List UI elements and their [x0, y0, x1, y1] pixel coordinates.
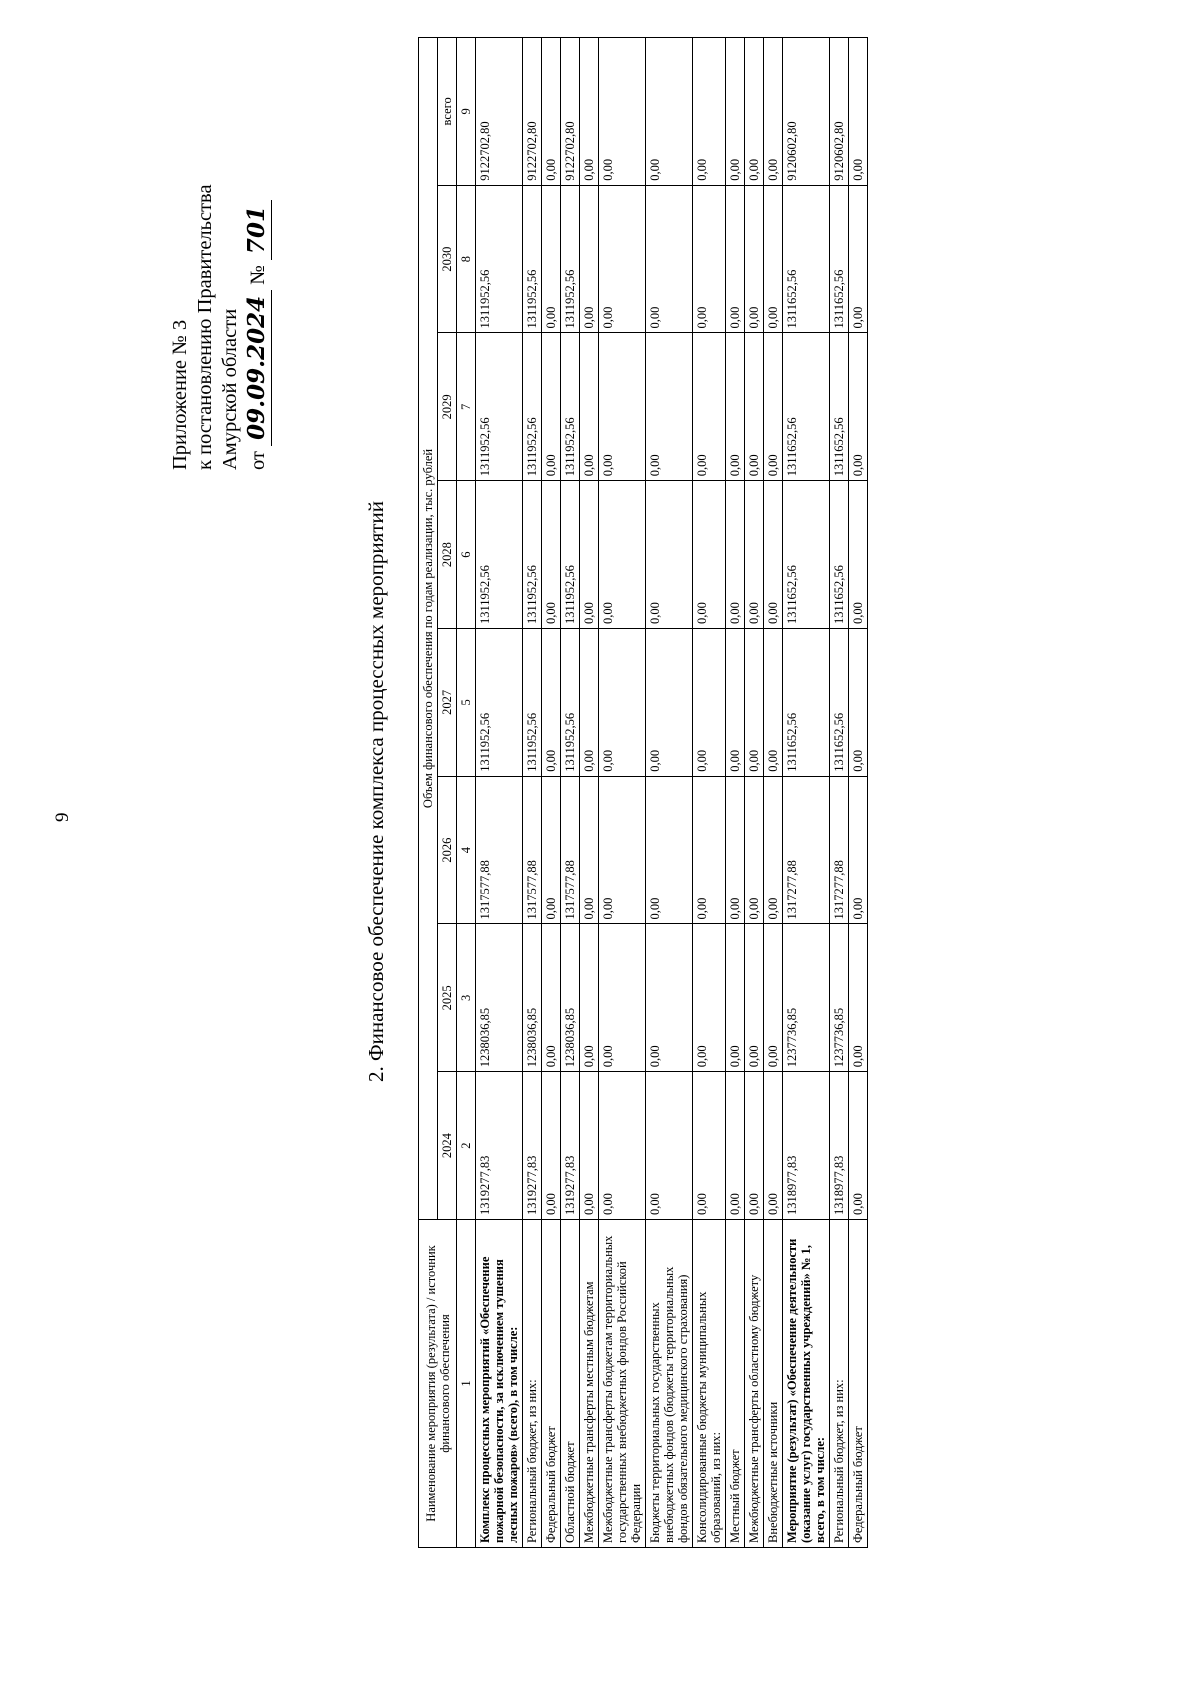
- row-name-cell: Внебюджетные источники: [764, 1220, 783, 1548]
- year-header-cell: 2029: [438, 333, 457, 481]
- column-number-row: [457, 37, 476, 1547]
- table-row: [542, 37, 561, 1547]
- value-cell: 0,00: [693, 1072, 726, 1220]
- value-cell: 1319277,83: [476, 1072, 523, 1220]
- column-number-cell: 8: [457, 185, 476, 333]
- value-cell: 0,00: [542, 185, 561, 333]
- value-cell: 0,00: [726, 629, 745, 777]
- value-cell: 1311952,56: [561, 333, 580, 481]
- finance-table-body: [476, 37, 868, 1547]
- value-cell: 0,00: [764, 185, 783, 333]
- from-label: от: [247, 451, 269, 470]
- value-cell: 1311652,56: [783, 185, 830, 333]
- value-cell: 1311952,56: [523, 629, 542, 777]
- value-cell: 1311952,56: [476, 333, 523, 481]
- table-row: [745, 37, 764, 1547]
- value-cell: 1311952,56: [523, 333, 542, 481]
- year-header-cell: всего: [438, 37, 457, 185]
- value-cell: 0,00: [849, 481, 868, 629]
- appendix-region-line: Амурской области: [219, 308, 241, 470]
- value-cell: 9120602,80: [783, 37, 830, 185]
- value-cell: 0,00: [580, 776, 599, 924]
- value-cell: 0,00: [580, 481, 599, 629]
- table-row: [764, 37, 783, 1547]
- value-cell: 0,00: [646, 776, 693, 924]
- value-cell: 1317577,88: [523, 776, 542, 924]
- value-cell: 1311652,56: [830, 185, 849, 333]
- row-name-cell: Комплекс процессных мероприятий «Обеспечение пожарной безопасности, за исключением тушения лесных пожаров» (всего), в том числе:: [476, 1220, 523, 1548]
- row-name-cell: Региональный бюджет, из них:: [830, 1220, 849, 1548]
- value-cell: 0,00: [764, 629, 783, 777]
- value-cell: 0,00: [764, 1072, 783, 1220]
- value-cell: 1317577,88: [561, 776, 580, 924]
- table-row: [830, 37, 849, 1547]
- value-cell: 1311652,56: [783, 629, 830, 777]
- value-cell: 0,00: [726, 1072, 745, 1220]
- value-cell: 0,00: [849, 924, 868, 1072]
- value-cell: 0,00: [849, 629, 868, 777]
- value-cell: 0,00: [726, 776, 745, 924]
- value-cell: 1311952,56: [476, 481, 523, 629]
- appendix-header: [168, 130, 272, 470]
- value-cell: 0,00: [745, 1072, 764, 1220]
- value-cell: 0,00: [599, 1072, 646, 1220]
- value-cell: 1238036,85: [561, 924, 580, 1072]
- table-row: [726, 37, 745, 1547]
- row-name-cell: Межбюджетные трансферты областному бюджету: [745, 1220, 764, 1548]
- column-number-cell: 1: [457, 1220, 476, 1548]
- value-cell: 1311952,56: [476, 629, 523, 777]
- year-header-cell: 2024: [438, 1072, 457, 1220]
- value-cell: 0,00: [599, 37, 646, 185]
- value-cell: 0,00: [580, 1072, 599, 1220]
- value-cell: 0,00: [693, 185, 726, 333]
- value-cell: 1238036,85: [523, 924, 542, 1072]
- year-header-cell: 2027: [438, 629, 457, 777]
- value-cell: 0,00: [745, 924, 764, 1072]
- handwritten-date: 09.09.2024: [243, 290, 272, 446]
- value-cell: 1311652,56: [830, 333, 849, 481]
- value-cell: 1311952,56: [561, 185, 580, 333]
- value-cell: 0,00: [646, 629, 693, 777]
- value-cell: 0,00: [599, 924, 646, 1072]
- row-name-cell: Местный бюджет: [726, 1220, 745, 1548]
- value-cell: 0,00: [745, 37, 764, 185]
- column-number-cell: 9: [457, 37, 476, 185]
- column-number-cell: 2: [457, 1072, 476, 1220]
- value-cell: 0,00: [764, 37, 783, 185]
- value-cell: 0,00: [580, 629, 599, 777]
- value-cell: 0,00: [726, 333, 745, 481]
- value-cell: 0,00: [693, 629, 726, 777]
- value-cell: 0,00: [764, 924, 783, 1072]
- value-cell: 0,00: [646, 333, 693, 481]
- value-cell: 0,00: [745, 629, 764, 777]
- value-cell: 0,00: [849, 333, 868, 481]
- value-cell: 0,00: [542, 629, 561, 777]
- value-cell: 0,00: [764, 333, 783, 481]
- value-cell: 0,00: [646, 185, 693, 333]
- year-header-cell: 2026: [438, 776, 457, 924]
- value-cell: 0,00: [764, 776, 783, 924]
- row-name-cell: Областной бюджет: [561, 1220, 580, 1548]
- value-cell: 0,00: [599, 481, 646, 629]
- value-cell: 1318977,83: [830, 1072, 849, 1220]
- value-cell: 0,00: [849, 1072, 868, 1220]
- value-cell: 0,00: [580, 185, 599, 333]
- value-cell: 0,00: [646, 924, 693, 1072]
- row-name-cell: Межбюджетные трансферты бюджетам территориальных государственных внебюджетных фондов Российской Федерации: [599, 1220, 646, 1548]
- row-name-cell: Мероприятие (результат) «Обеспечение деятельности (оказание услуг) государственных учреждений» № 1, всего, в том числе:: [783, 1220, 830, 1548]
- number-label: №: [247, 265, 269, 285]
- value-cell: 0,00: [726, 481, 745, 629]
- value-cell: 0,00: [542, 481, 561, 629]
- value-cell: 0,00: [726, 185, 745, 333]
- header-volume-cell: Объем финансового обеспечения по годам реализации, тыс. рублей: [419, 37, 438, 1219]
- value-cell: 1311652,56: [783, 333, 830, 481]
- value-cell: 0,00: [580, 924, 599, 1072]
- value-cell: 0,00: [646, 481, 693, 629]
- value-cell: 0,00: [580, 37, 599, 185]
- appendix-decree-line: к постановлению Правительства: [194, 184, 216, 470]
- table-row: [849, 37, 868, 1547]
- value-cell: 0,00: [693, 37, 726, 185]
- year-header-cell: 2030: [438, 185, 457, 333]
- appendix-date-number-line: [243, 130, 272, 470]
- value-cell: 1311652,56: [830, 629, 849, 777]
- row-name-cell: Региональный бюджет, из них:: [523, 1220, 542, 1548]
- column-number-cell: 3: [457, 924, 476, 1072]
- value-cell: 1311952,56: [523, 481, 542, 629]
- table-row: [783, 37, 830, 1547]
- value-cell: 0,00: [542, 37, 561, 185]
- table-row: [693, 37, 726, 1547]
- table-row: [523, 37, 542, 1547]
- value-cell: 0,00: [599, 333, 646, 481]
- value-cell: 0,00: [542, 1072, 561, 1220]
- finance-table-wrapper: [418, 38, 868, 1548]
- table-row: [561, 37, 580, 1547]
- value-cell: 9122702,80: [476, 37, 523, 185]
- row-name-cell: Бюджеты территориальных государственных внебюджетных фондов (бюджеты территориальных фондов обязательного медицинского страхования): [646, 1220, 693, 1548]
- row-name-cell: Межбюджетные трансферты местным бюджетам: [580, 1220, 599, 1548]
- table-row: [580, 37, 599, 1547]
- value-cell: 0,00: [745, 333, 764, 481]
- column-number-cell: 6: [457, 481, 476, 629]
- value-cell: 0,00: [542, 776, 561, 924]
- page-number: 9: [52, 812, 73, 822]
- appendix-title: Приложение № 3: [169, 319, 191, 470]
- value-cell: 0,00: [726, 37, 745, 185]
- column-number-cell: 7: [457, 333, 476, 481]
- value-cell: 0,00: [542, 924, 561, 1072]
- table-row: [476, 37, 523, 1547]
- table-row: [646, 37, 693, 1547]
- value-cell: 0,00: [745, 481, 764, 629]
- value-cell: 1311952,56: [523, 185, 542, 333]
- value-cell: 9122702,80: [561, 37, 580, 185]
- column-number-cell: 4: [457, 776, 476, 924]
- value-cell: 0,00: [580, 333, 599, 481]
- value-cell: 1311652,56: [830, 481, 849, 629]
- finance-table: [418, 37, 868, 1548]
- value-cell: 0,00: [849, 185, 868, 333]
- value-cell: 0,00: [693, 924, 726, 1072]
- row-name-cell: Федеральный бюджет: [542, 1220, 561, 1548]
- value-cell: 0,00: [849, 776, 868, 924]
- table-row: [599, 37, 646, 1547]
- value-cell: 0,00: [646, 1072, 693, 1220]
- header-name-cell: Наименование мероприятия (результата) / источник финансового обеспечения: [419, 1220, 457, 1548]
- value-cell: 1318977,83: [783, 1072, 830, 1220]
- value-cell: 1317577,88: [476, 776, 523, 924]
- year-header-cell: 2028: [438, 481, 457, 629]
- value-cell: 0,00: [849, 37, 868, 185]
- row-name-cell: Консолидированные бюджеты муниципальных образований, из них:: [693, 1220, 726, 1548]
- value-cell: 9120602,80: [830, 37, 849, 185]
- value-cell: 1237736,85: [783, 924, 830, 1072]
- handwritten-number: 701: [243, 200, 272, 260]
- value-cell: 0,00: [599, 185, 646, 333]
- column-number-cell: 5: [457, 629, 476, 777]
- row-name-cell: Федеральный бюджет: [849, 1220, 868, 1548]
- value-cell: 0,00: [745, 776, 764, 924]
- year-header-cell: 2025: [438, 924, 457, 1072]
- value-cell: 1317277,88: [783, 776, 830, 924]
- value-cell: 1317277,88: [830, 776, 849, 924]
- value-cell: 1319277,83: [561, 1072, 580, 1220]
- value-cell: 0,00: [745, 185, 764, 333]
- value-cell: 0,00: [542, 333, 561, 481]
- value-cell: 0,00: [693, 333, 726, 481]
- value-cell: 0,00: [693, 776, 726, 924]
- section-title: 2. Финансовое обеспечение комплекса процессных мероприятий: [364, 501, 388, 1082]
- value-cell: 1311952,56: [561, 629, 580, 777]
- value-cell: 0,00: [693, 481, 726, 629]
- value-cell: 1311952,56: [561, 481, 580, 629]
- value-cell: 9122702,80: [523, 37, 542, 185]
- value-cell: 0,00: [726, 924, 745, 1072]
- value-cell: 1311952,56: [476, 185, 523, 333]
- value-cell: 0,00: [599, 776, 646, 924]
- value-cell: 1311652,56: [783, 481, 830, 629]
- value-cell: 1237736,85: [830, 924, 849, 1072]
- value-cell: 1238036,85: [476, 924, 523, 1072]
- value-cell: 0,00: [646, 37, 693, 185]
- value-cell: 1319277,83: [523, 1072, 542, 1220]
- value-cell: 0,00: [764, 481, 783, 629]
- value-cell: 0,00: [599, 629, 646, 777]
